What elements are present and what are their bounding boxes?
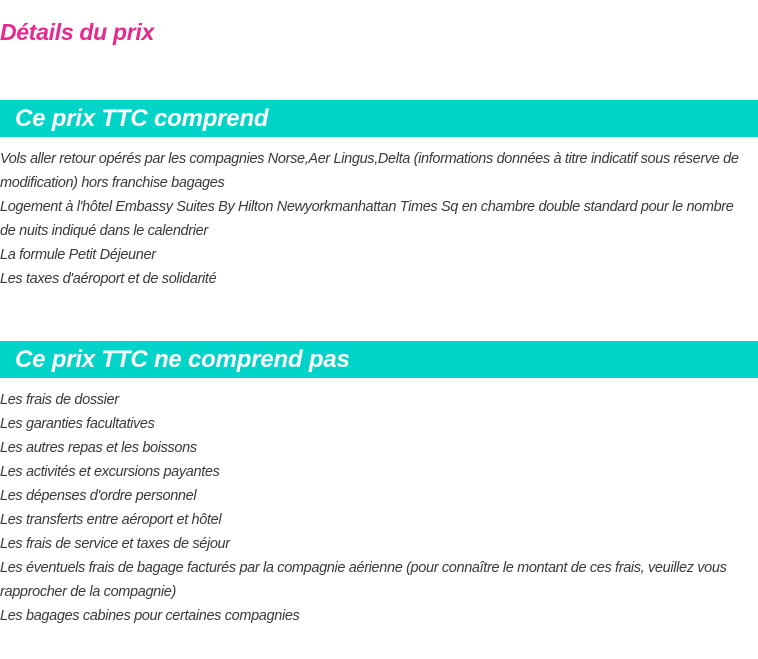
included-item-taxes: Les taxes d'aéroport et de solidarité bbox=[0, 271, 217, 287]
excluded-item-baggage-fees: Les éventuels frais de bagage facturés par la compagnie aérienne (pour connaître le montant de ces frais, veuillez vous rapprocher de la compagnie) bbox=[0, 560, 727, 600]
excluded-item-optional-insurance: Les garanties facultatives bbox=[0, 416, 155, 432]
excluded-item-file-fees: Les frais de dossier bbox=[0, 392, 119, 408]
included-item-hotel: Logement à l'hôtel Embassy Suites By Hilton Newyorkmanhattan Times Sq en chambre double standard pour le nombre de nuits indiqué dans le calendrier bbox=[0, 199, 734, 239]
included-section-heading: Ce prix TTC comprend bbox=[0, 100, 758, 137]
excluded-item-paid-activities: Les activités et excursions payantes bbox=[0, 464, 220, 480]
excluded-item-service-fees: Les frais de service et taxes de séjour bbox=[0, 536, 230, 552]
excluded-item-personal-expenses: Les dépenses d'ordre personnel bbox=[0, 488, 197, 504]
excluded-section-heading: Ce prix TTC ne comprend pas bbox=[0, 341, 758, 378]
excluded-items-list bbox=[0, 388, 758, 628]
included-item-breakfast: La formule Petit Déjeuner bbox=[0, 247, 156, 263]
included-item-flights: Vols aller retour opérés par les compagnies Norse,Aer Lingus,Delta (informations données à titre indicatif sous réserve de modification) hors franchise bagages bbox=[0, 151, 739, 191]
excluded-item-cabin-baggage: Les bagages cabines pour certaines compagnies bbox=[0, 608, 300, 624]
page-title: Détails du prix bbox=[0, 19, 154, 45]
excluded-item-transfers: Les transferts entre aéroport et hôtel bbox=[0, 512, 222, 528]
included-items-list bbox=[0, 147, 758, 291]
excluded-item-meals-drinks: Les autres repas et les boissons bbox=[0, 440, 197, 456]
